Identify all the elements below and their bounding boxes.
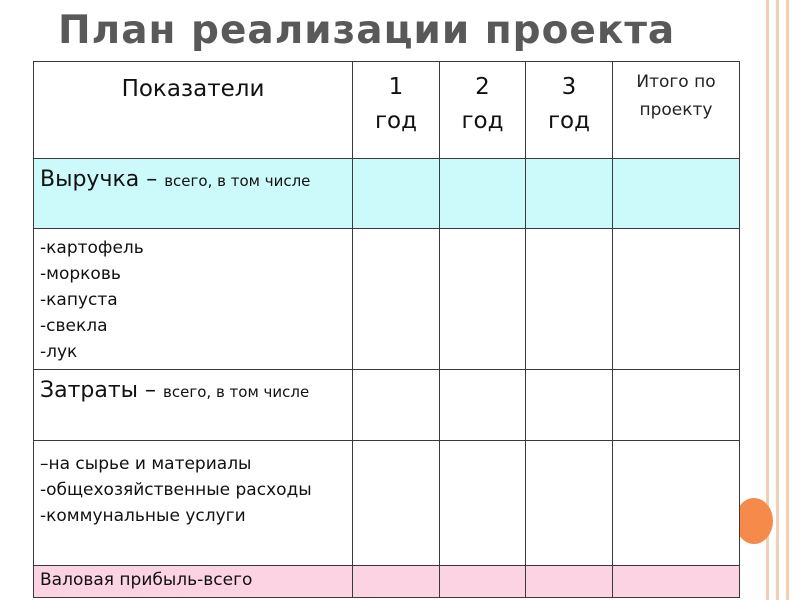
table-row-cost-items — [34, 441, 740, 566]
header-year-3-word: год — [547, 108, 591, 134]
table-cell — [613, 229, 740, 370]
revenue-sub-label: всего, в том числе — [164, 172, 311, 190]
header-year-1-number: 1 — [388, 74, 404, 100]
header-total — [613, 62, 740, 159]
table-cell — [353, 441, 440, 566]
table-cell — [440, 370, 526, 441]
table-cell — [613, 159, 740, 229]
decor-orange-circle — [735, 498, 773, 544]
gross-profit-label: Валовая прибыль-всего — [34, 566, 353, 598]
table-cell — [440, 229, 526, 370]
costs-sub-label: всего, в том числе — [163, 383, 310, 401]
table-cell — [440, 566, 526, 598]
list-item: -коммунальные услуги — [40, 506, 246, 526]
cost-items-list — [34, 441, 353, 566]
list-item: –на сырье и материалы — [40, 454, 252, 474]
list-item: -общехозяйственные расходы — [40, 480, 312, 500]
header-total-line-1: Итого по — [636, 72, 716, 92]
table-cell — [353, 159, 440, 229]
header-year-2-number: 2 — [475, 74, 490, 100]
header-year-3 — [526, 62, 613, 159]
header-year-2-word: год — [461, 108, 504, 134]
list-item: -морковь — [40, 264, 121, 284]
header-year-2 — [440, 62, 526, 159]
header-year-1 — [353, 62, 440, 159]
list-item: -картофель — [40, 238, 144, 258]
table-cell — [613, 441, 740, 566]
header-year-1-word: год — [374, 108, 418, 134]
list-item: -капуста — [40, 290, 118, 310]
table-cell — [353, 229, 440, 370]
list-item: -лук — [40, 342, 78, 362]
table-cell — [353, 566, 440, 598]
revenue-label — [34, 159, 353, 229]
table-row-revenue-items — [34, 229, 740, 370]
table-cell — [613, 566, 740, 598]
revenue-items-list — [34, 229, 353, 370]
table-cell — [353, 370, 440, 441]
table-row-gross-profit — [34, 566, 740, 598]
table-header-row — [34, 62, 740, 159]
table-cell — [440, 159, 526, 229]
table-cell — [526, 370, 613, 441]
revenue-main-label: Выручка – — [40, 167, 165, 192]
header-total-line-2: проекту — [639, 100, 713, 120]
table-row-costs — [34, 370, 740, 441]
page-title: План реализации проекта — [58, 8, 676, 53]
table-row-revenue — [34, 159, 740, 229]
header-indicators: Показатели — [34, 62, 353, 159]
header-year-3-number: 3 — [561, 74, 577, 100]
decor-stripe — [786, 0, 789, 600]
list-item: -свекла — [40, 316, 108, 336]
table-cell — [526, 566, 613, 598]
project-plan-table — [33, 61, 740, 598]
table-cell — [613, 370, 740, 441]
table-cell — [526, 159, 613, 229]
costs-main-label: Затраты – — [40, 378, 164, 403]
table-cell — [526, 441, 613, 566]
table-cell — [440, 441, 526, 566]
costs-label — [34, 370, 353, 441]
decor-stripe — [776, 0, 779, 600]
table-cell — [526, 229, 613, 370]
